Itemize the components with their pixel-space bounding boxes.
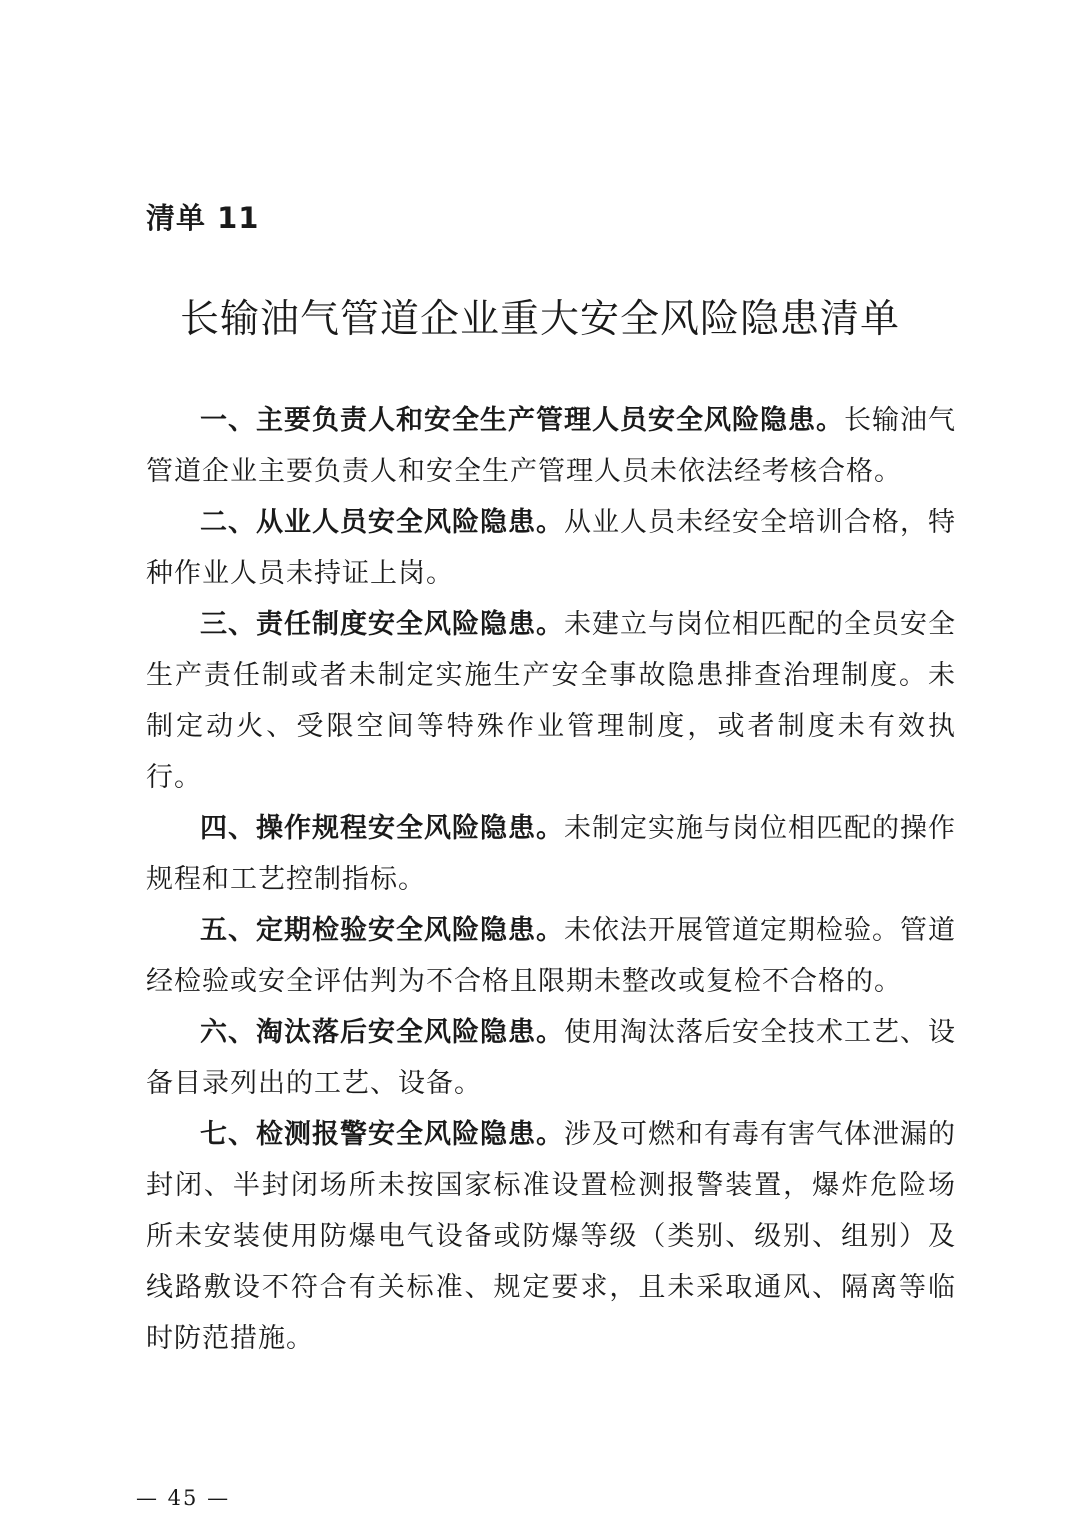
item-heading: 四、操作规程安全风险隐患。 (200, 813, 564, 844)
item-text: 从业人员未经安全培训合格，特种作业人员未持证上岗。 (146, 507, 956, 589)
item-text: 未依法开展管道定期检验。管道经检验或安全评估判为不合格且限期未整改或复检不合格的。 (146, 915, 956, 997)
page-number: — 45 — (136, 1486, 231, 1510)
list-item (146, 395, 956, 497)
item-heading: 二、从业人员安全风险隐患。 (200, 507, 564, 538)
item-text: 未制定实施与岗位相匹配的操作规程和工艺控制指标。 (146, 813, 956, 895)
list-item (146, 497, 956, 599)
item-heading: 七、检测报警安全风险隐患。 (200, 1119, 564, 1150)
item-text: 涉及可燃和有毒有害气体泄漏的封闭、半封闭场所未按国家标准设置检测报警装置，爆炸危险场所未安装使用防爆电气设备或防爆等级（类别、级别、组别）及线路敷设不符合有关标准、规定要求，且未采取通风、隔离等临时防范措施。 (146, 1119, 956, 1354)
list-item (146, 599, 956, 803)
item-text: 未建立与岗位相匹配的全员安全生产责任制或者未制定实施生产安全事故隐患排查治理制度。未制定动火、受限空间等特殊作业管理制度，或者制度未有效执行。 (146, 609, 956, 793)
list-item (146, 905, 956, 1007)
item-heading: 六、淘汰落后安全风险隐患。 (200, 1017, 564, 1048)
item-text: 使用淘汰落后安全技术工艺、设备目录列出的工艺、设备。 (146, 1017, 956, 1099)
list-label: 清单 11 (146, 201, 260, 235)
document-title: 长输油气管道企业重大安全风险隐患清单 (179, 297, 900, 342)
item-heading: 五、定期检验安全风险隐患。 (200, 915, 564, 946)
item-heading: 三、责任制度安全风险隐患。 (200, 609, 564, 640)
list-item (146, 1109, 956, 1364)
document-body (146, 395, 956, 1364)
list-item (146, 803, 956, 905)
list-item (146, 1007, 956, 1109)
item-text: 长输油气管道企业主要负责人和安全生产管理人员未依法经考核合格。 (146, 405, 956, 487)
item-heading: 一、主要负责人和安全生产管理人员安全风险隐患。 (200, 405, 844, 436)
